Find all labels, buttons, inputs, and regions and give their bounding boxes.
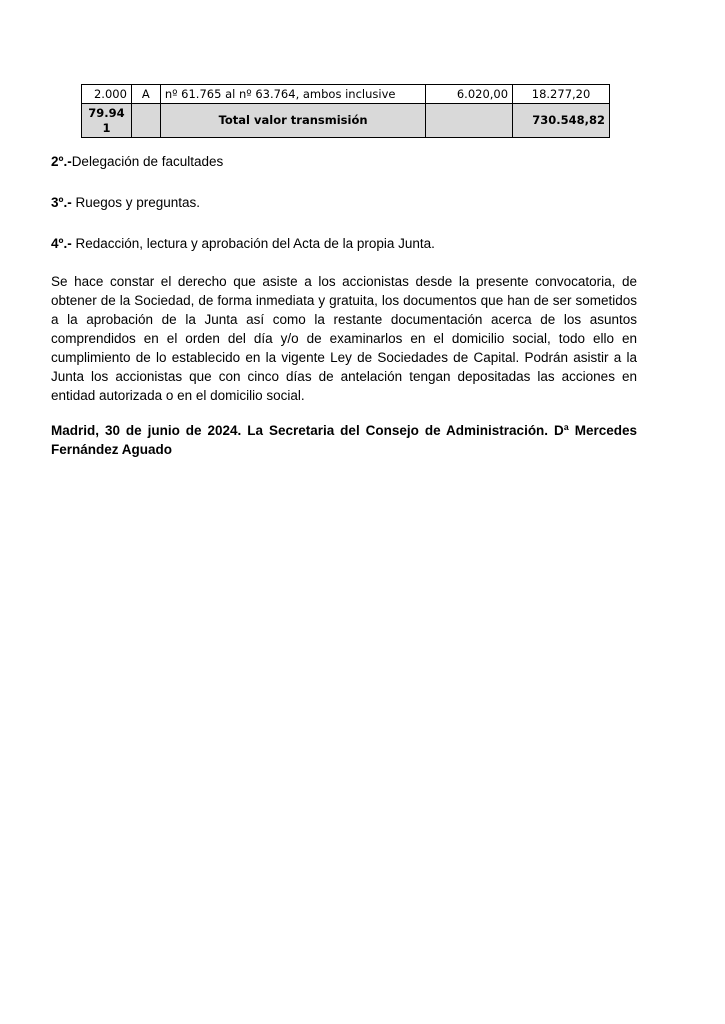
grand-total-cell: 730.548,82 xyxy=(513,104,610,138)
agenda-number: 3º.- xyxy=(51,195,72,210)
agenda-item-4 xyxy=(51,235,435,253)
agenda-item-2 xyxy=(51,153,223,171)
unit-value-cell: 6.020,00 xyxy=(426,85,513,104)
total-cell: 18.277,20 xyxy=(513,85,610,104)
share-count-cell: 2.000 xyxy=(82,85,132,104)
agenda-item-3 xyxy=(51,194,200,212)
empty-cell xyxy=(131,104,160,138)
notice-paragraph: Se hace constar el derecho que asiste a los accionistas desde la presente convocatoria, de obtener de la Sociedad, de forma inmediata y gratuita, los documentos que han de ser sometidos a la aprobación de la Junta así como la restante documentación acerca de los asuntos comprendidos en el orden del día y/o de examinarlos en el domicilio social, todo ello en cumplimiento de lo establecido en la vigente Ley de Sociedades de Capital. Podrán asistir a la Junta los accionistas que con cinco días de antelación tengan depositadas las acciones en entidad autorizada o en el domicilio social. xyxy=(51,274,637,403)
agenda-number: 2º.- xyxy=(51,154,72,169)
total-label-cell: Total valor transmisión xyxy=(160,104,426,138)
agenda-text: Redacción, lectura y aprobación del Acta de la propia Junta. xyxy=(71,236,435,251)
shares-table xyxy=(81,84,610,138)
share-range-cell: nº 61.765 al nº 63.764, ambos inclusive xyxy=(160,85,426,104)
table-total-row xyxy=(82,104,610,138)
agenda-text: Ruegos y preguntas. xyxy=(71,195,201,210)
agenda-number: 4º.- xyxy=(51,236,72,251)
agenda-text: Delegación de facultades xyxy=(71,154,224,169)
table-row xyxy=(82,85,610,104)
signature-line: Madrid, 30 de junio de 2024. La Secretaria del Consejo de Administración. Dª Mercedes Fernández Aguado xyxy=(51,423,637,457)
series-cell: A xyxy=(131,85,160,104)
total-share-count-cell: 79.941 xyxy=(82,104,132,138)
empty-cell xyxy=(426,104,513,138)
